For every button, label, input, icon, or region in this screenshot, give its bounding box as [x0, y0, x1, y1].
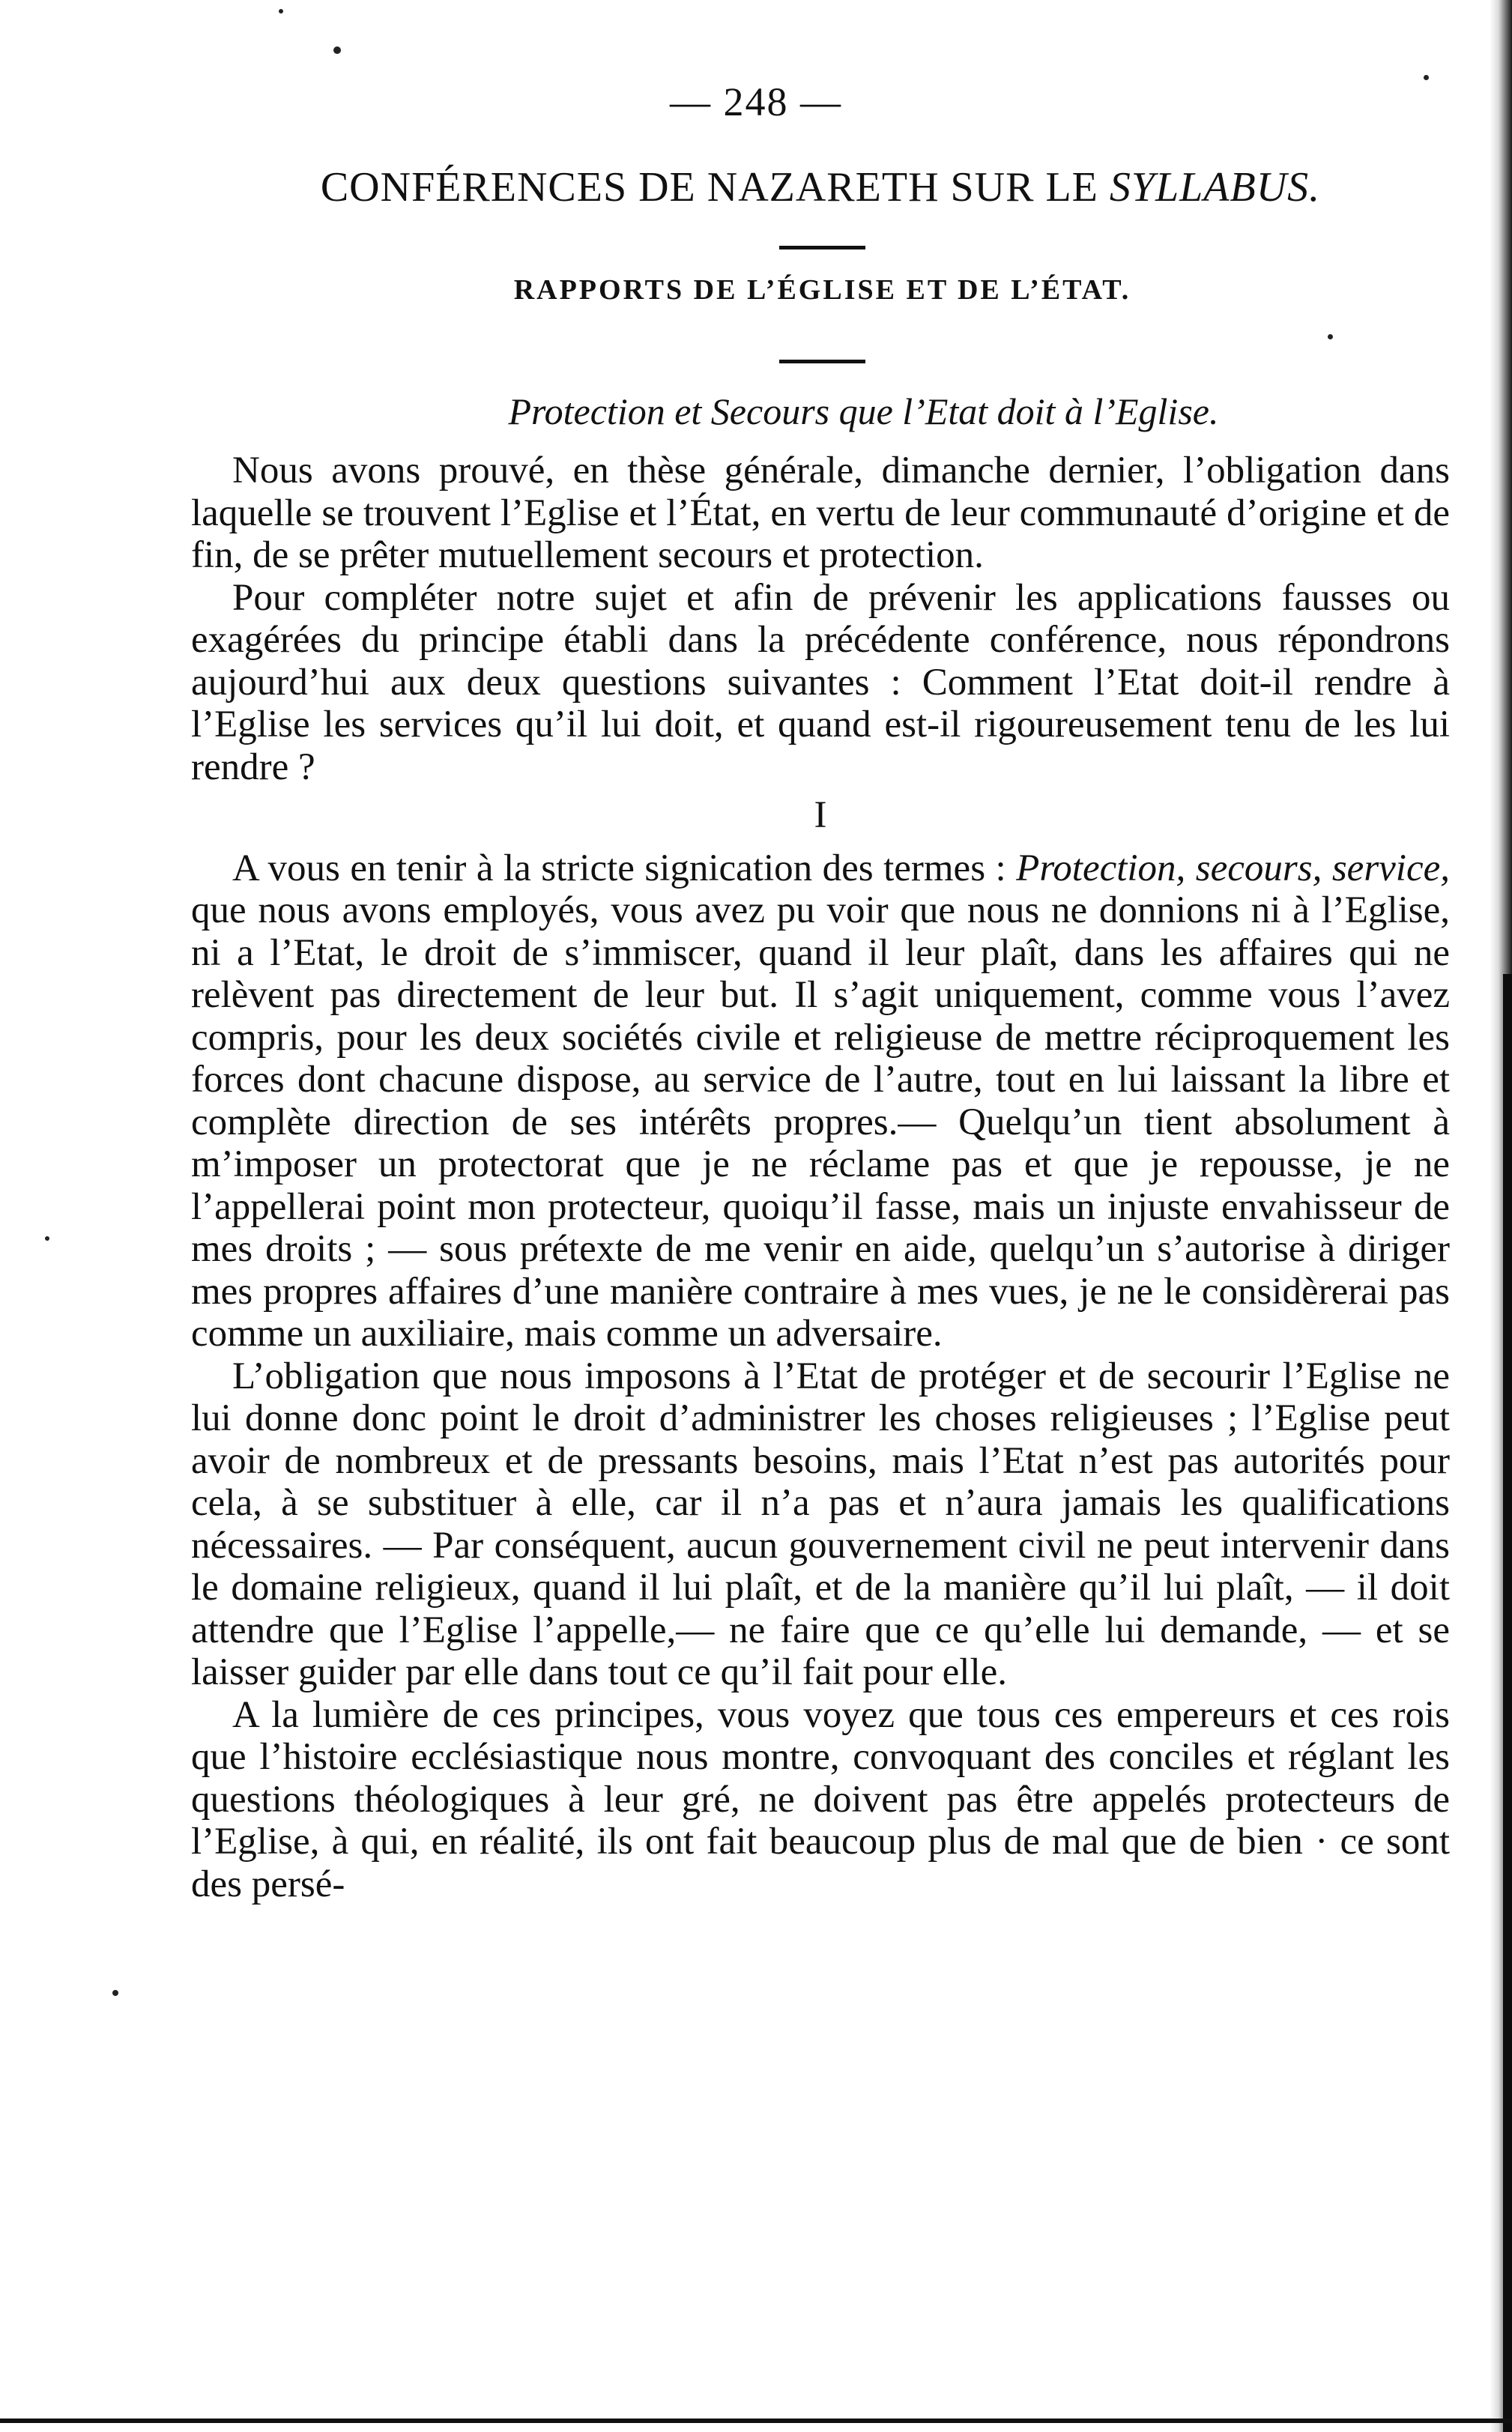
- scan-speck: [45, 1236, 49, 1241]
- paragraph-2: Pour compléter notre sujet et afin de prévenir les applications fausses ou exagérées du principe établi dans la précédente conférence, nous répondrons aujourd’hui aux deux questions suivantes : Comment l’Etat doit-il rendre à l’Eglise les services qu’il lui doit, et quand est-il rigoureusement tenu de les lui rendre ?: [191, 576, 1450, 788]
- running-title: [187, 163, 1454, 211]
- subsection-title: Protection et Secours que l’Etat doit à l’Eglise.: [508, 390, 1219, 432]
- roman-numeral-heading: I: [814, 794, 827, 836]
- page-bottom-edge: [0, 2419, 1512, 2423]
- page-edge-dark-strip: [1503, 974, 1512, 2432]
- scan-speck: [112, 1990, 118, 1996]
- paragraph-3-emphasis: Protection, secours, service,: [1016, 847, 1450, 889]
- body-text: [191, 450, 1450, 1905]
- paragraph-1: Nous avons prouvé, en thèse générale, dimanche dernier, l’obligation dans laquelle se trouvent l’Eglise et l’État, en vertu de leur communauté d’origine et de fin, de se prêter mutuellement secours et protection.: [191, 450, 1450, 576]
- paragraph-4: L’obligation que nous imposons à l’Etat de protéger et de secourir l’Eglise ne lui donne donc point le droit d’administrer les choses religieuses ; l’Eglise peut avoir de nombreux et de pressants besoins, mais l’Etat n’est pas autorités pour cela, à se substituer à elle, car il n’a pas et n’aura jamais les qualifications nécessaires. — Par conséquent, aucun gouvernement civil ne peut intervenir dans le domaine religieux, quand il lui plaît, et de la manière qu’il lui plaît, — il doit attendre que l’Eglise l’appelle,— ne faire que ce qu’elle lui demande, — et se laisser guider par elle dans tout ce qu’il fait pour elle.: [191, 1355, 1450, 1693]
- paragraph-5: A la lumière de ces principes, vous voyez que tous ces empereurs et ces rois que l’histoire ecclésiastique nous montre, convoquant des conciles et réglant les questions théologiques à leur gré, ne doivent pas être appelés protecteurs de l’Eglise, à qui, en réalité, ils ont fait beaucoup plus de mal que de bien · ce sont des persé-: [191, 1693, 1450, 1905]
- scan-speck: [333, 46, 341, 54]
- scan-speck: [1424, 75, 1429, 80]
- divider-rule-top: [779, 246, 865, 249]
- paragraph-3-start: A vous en tenir à la stricte signication des termes :: [232, 847, 1017, 889]
- divider-rule-bottom: [779, 360, 865, 363]
- page-number: — 248 —: [670, 79, 842, 124]
- section-title: RAPPORTS DE L’ÉGLISE ET DE L’ÉTAT.: [513, 274, 1131, 306]
- paragraph-3: [191, 847, 1450, 1355]
- paragraph-3-rest: que nous avons employés, vous avez pu voir que nous ne donnions ni à l’Eglise, ni a l’Etat, le droit de s’immiscer, quand il leur plaît, dans les affaires qui ne relèvent pas directement de leur but. Il s’agit uniquement, comme vous l’avez compris, pour les deux sociétés civile et religieuse de mettre réciproquement les forces dont chacune dispose, au service de l’autre, tout en lui laissant la libre et complète direction de ses intérêts propres.— Quelqu’un tient absolument à m’imposer un protectorat que je ne réclame pas et que je repousse, je ne l’appellerai point mon protecteur, quoiqu’il fasse, mais un injuste envahisseur de mes droits ; — sous prétexte de me venir en aide, quelqu’un s’autorise à diriger mes propres affaires d’une manière contraire à mes vues, je ne le considèrerai pas comme un auxiliaire, mais comme un adversaire.: [191, 889, 1450, 1355]
- scan-speck: [279, 9, 283, 13]
- running-title-italic: SYLLABUS.: [1109, 164, 1321, 211]
- running-title-text: CONFÉRENCES DE NAZARETH SUR LE: [320, 164, 1110, 211]
- scan-speck: [1328, 334, 1333, 339]
